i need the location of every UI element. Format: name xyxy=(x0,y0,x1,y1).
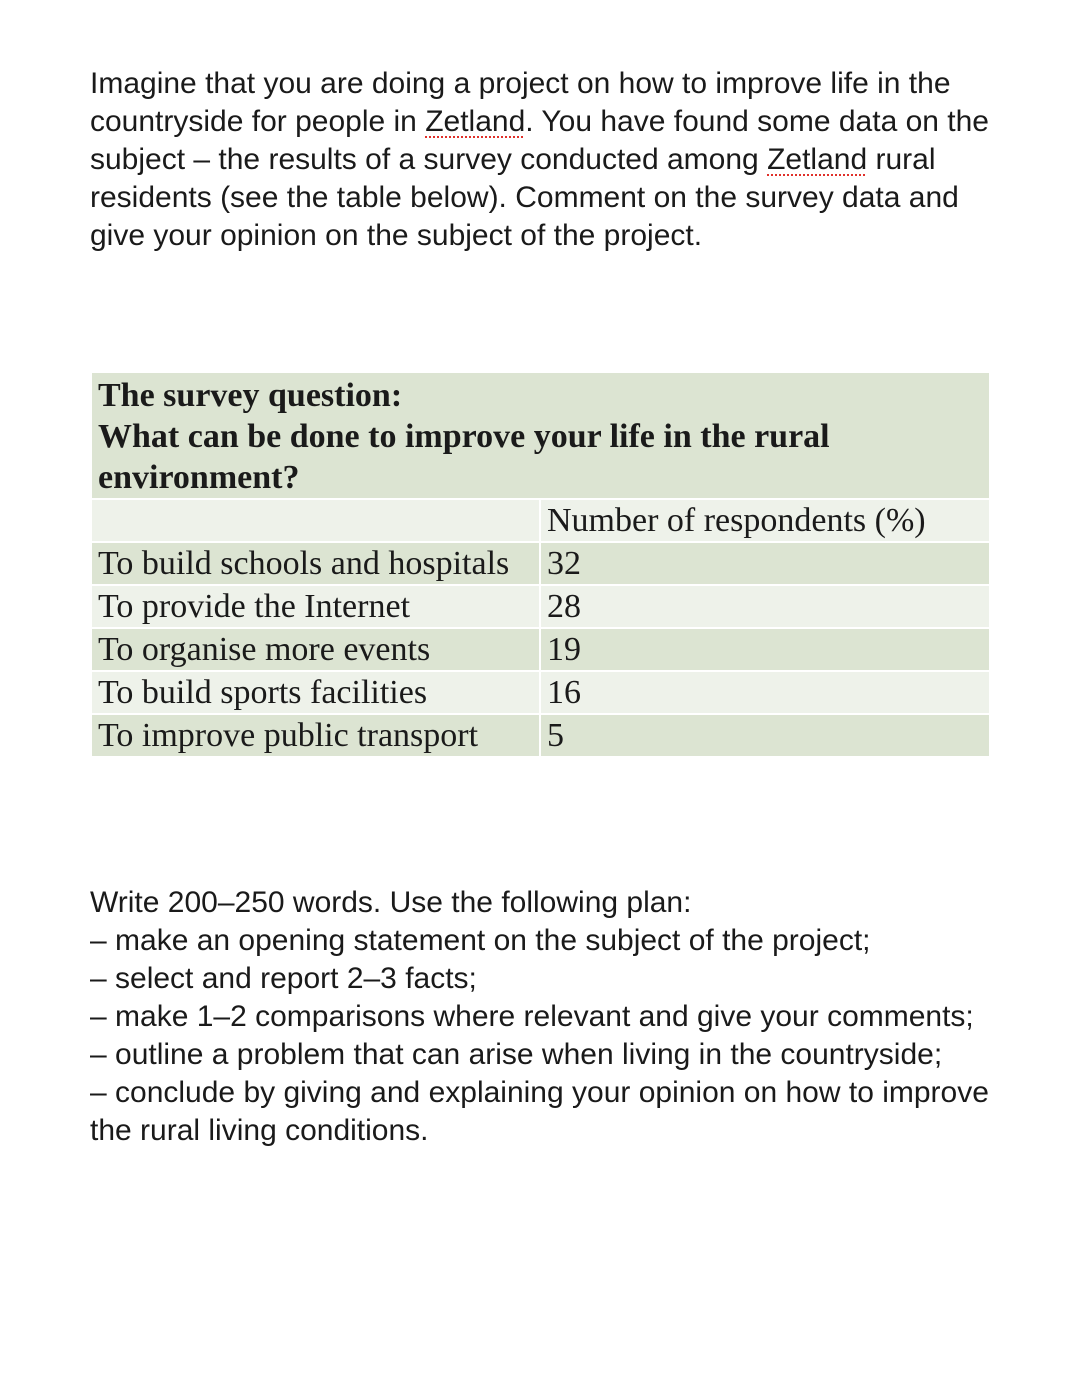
survey-question-text: What can be done to improve your life in the rural environment? xyxy=(98,418,830,496)
row-label: To improve public transport xyxy=(91,714,540,757)
plan-item: – select and report 2–3 facts; xyxy=(90,962,477,995)
row-value: 5 xyxy=(540,714,990,757)
table-row xyxy=(91,542,990,585)
table-header-row xyxy=(91,499,990,542)
table-row xyxy=(91,628,990,671)
intro-text-part-1: Imagine that you are doing a project on how to improve life in the countryside for people in xyxy=(90,67,951,138)
table-row xyxy=(91,671,990,714)
row-value: 28 xyxy=(540,585,990,628)
row-label: To build schools and hospitals xyxy=(91,542,540,585)
place-name-zetland: Zetland xyxy=(767,143,868,176)
task-intro xyxy=(90,65,990,255)
table-row xyxy=(91,714,990,757)
row-label: To provide the Internet xyxy=(91,585,540,628)
writing-instructions xyxy=(90,884,990,1150)
table-header-empty-cell xyxy=(91,499,540,542)
intro-text-part-2: . You have found some data on the subject – the results of a survey conducted among xyxy=(90,105,989,176)
plan-item: – make an opening statement on the subject of the project; xyxy=(90,924,871,957)
row-value: 19 xyxy=(540,628,990,671)
instructions-lead: Write 200–250 words. Use the following plan: xyxy=(90,886,692,919)
plan-item: – make 1–2 comparisons where relevant and give your comments; xyxy=(90,1000,974,1033)
place-name-zetland: Zetland xyxy=(425,105,526,138)
row-label: To build sports facilities xyxy=(91,671,540,714)
survey-question-cell xyxy=(91,372,990,499)
row-value: 32 xyxy=(540,542,990,585)
row-label: To organise more events xyxy=(91,628,540,671)
survey-question-row xyxy=(91,372,990,499)
survey-table xyxy=(90,371,991,758)
intro-text-part-3: rural residents (see the table below). Comment on the survey data and give your opinion on the subject of the project. xyxy=(90,143,959,252)
row-value: 16 xyxy=(540,671,990,714)
plan-item: – outline a problem that can arise when living in the countryside; xyxy=(90,1038,943,1071)
column-header-respondents: Number of respondents (%) xyxy=(540,499,990,542)
table-row xyxy=(91,585,990,628)
survey-question-heading: The survey question: xyxy=(98,377,403,414)
plan-item: – conclude by giving and explaining your opinion on how to improve the rural living conditions. xyxy=(90,1076,989,1147)
